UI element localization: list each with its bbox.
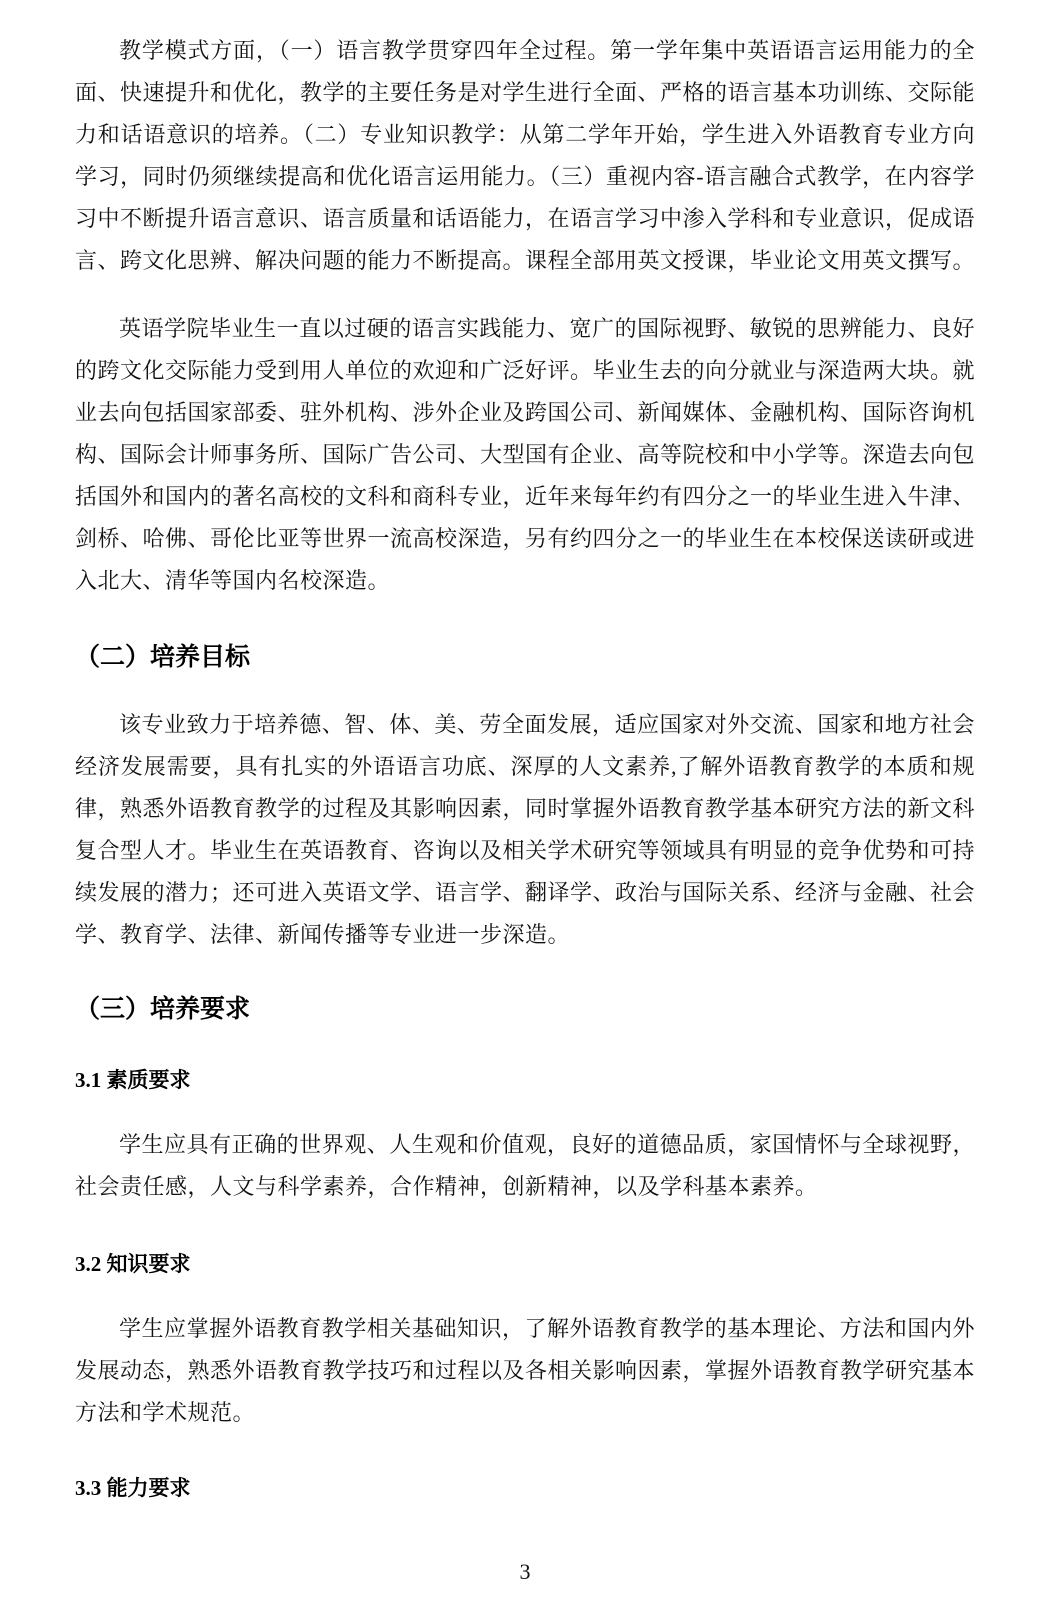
- paragraph-graduates: 英语学院毕业生一直以过硬的语言实践能力、宽广的国际视野、敏锐的思辨能力、良好的跨文化交际能力受到用人单位的欢迎和广泛好评。毕业生去的向分就业与深造两大块。就业去向包括国家部委、驻外机构、涉外企业及跨国公司、新闻媒体、金融机构、国际咨询机构、国际会计师事务所、国际广告公司、大型国有企业、高等院校和中小学等。深造去向包括国外和国内的著名高校的文科和商科专业，近年来每年约有四分之一的毕业生进入牛津、剑桥、哈佛、哥伦比亚等世界一流高校深造，另有约四分之一的毕业生在本校保送读研或进入北大、清华等国内名校深造。: [75, 316, 976, 593]
- paragraph-knowledge-body: 学生应掌握外语教育教学相关基础知识，了解外语教育教学的基本理论、方法和国内外发展动态，熟悉外语教育教学技巧和过程以及各相关影响因素，掌握外语教育教学研究基本方法和学术规范。: [75, 1316, 976, 1425]
- heading-training-requirements: （三）培养要求: [75, 995, 251, 1023]
- paragraph-teaching-mode: 教学模式方面，（一）语言教学贯穿四年全过程。第一学年集中英语语言运用能力的全面、快速提升和优化，教学的主要任务是对学生进行全面、严格的语言基本功训练、交际能力和话语意识的培养。（二）专业知识教学：从第二学年开始，学生进入外语教育专业方向学习，同时仍须继续提高和优化语言运用能力。（三）重视内容-语言融合式教学，在内容学习中不断提升语言意识、语言质量和话语能力，在语言学习中渗入学科和专业意识，促成语言、跨文化思辨、解决问题的能力不断提高。课程全部用英文授课，毕业论文用英文撰写。: [75, 38, 976, 273]
- subheading-ability-requirement: 3.3 能力要求: [75, 1476, 191, 1500]
- subheading-knowledge-requirement: 3.2 知识要求: [75, 1252, 191, 1276]
- heading-training-goal: （二）培养目标: [75, 643, 251, 671]
- paragraph-quality-body: 学生应具有正确的世界观、人生观和价值观，良好的道德品质，家国情怀与全球视野，社会责任感，人文与科学素养，合作精神，创新精神，以及学科基本素养。: [75, 1132, 975, 1199]
- subheading-quality-requirement: 3.1 素质要求: [75, 1068, 191, 1092]
- paragraph-goal-body: 该专业致力于培养德、智、体、美、劳全面发展，适应国家对外交流、国家和地方社会经济发展需要，具有扎实的外语语言功底、深厚的人文素养,了解外语教育教学的本质和规律，熟悉外语教育教学的过程及其影响因素，同时掌握外语教育教学基本研究方法的新文科复合型人才。毕业生在英语教育、咨询以及相关学术研究等领域具有明显的竞争优势和可持续发展的潜力；还可进入英语文学、语言学、翻译学、政治与国际关系、经济与金融、社会学、教育学、法律、新闻传播等专业进一步深造。: [75, 712, 976, 947]
- page-number: 3: [519, 1559, 531, 1584]
